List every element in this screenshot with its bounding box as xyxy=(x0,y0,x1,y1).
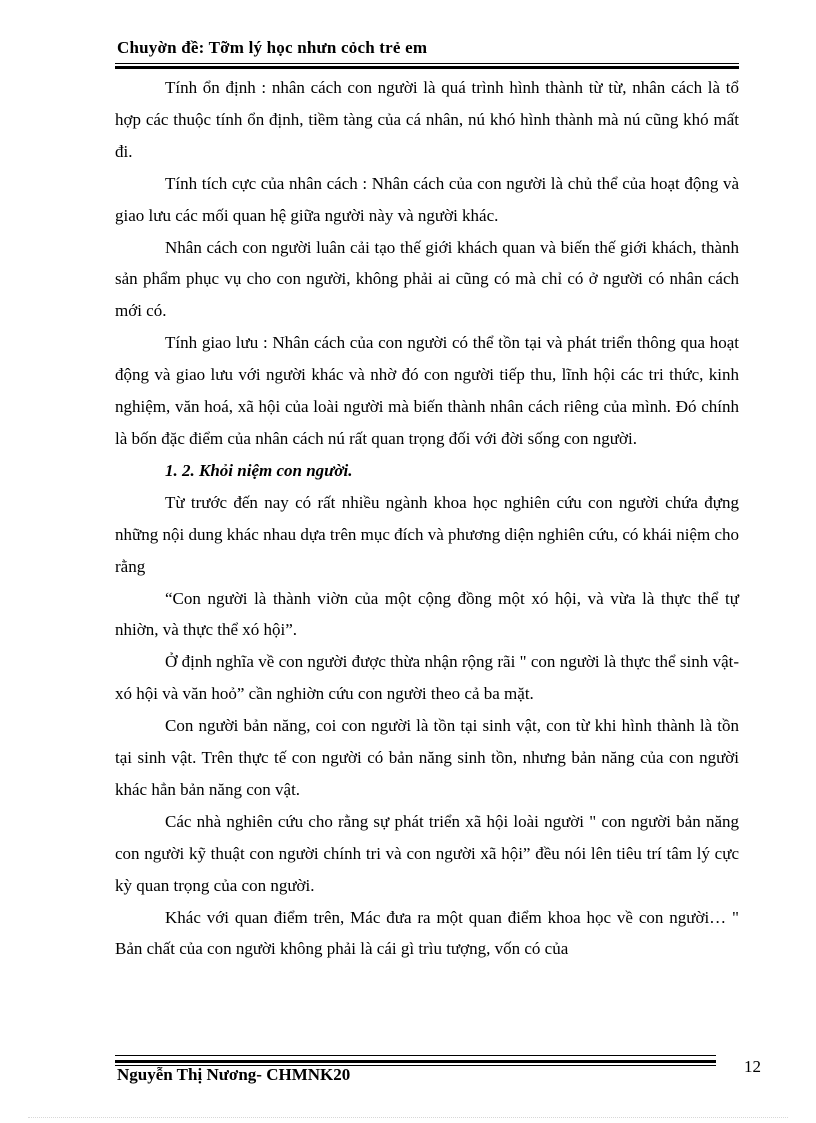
document-body xyxy=(115,72,739,965)
page-bottom-dotted-border xyxy=(28,1117,788,1118)
footer-rule-thick xyxy=(115,1060,716,1063)
paragraph: Các nhà nghiên cứu cho rằng sự phát triển xã hội loài người " con người bản năng con người kỹ thuật con người chính tri và con người xã hội” đều nói lên tiêu trí tâm lý cực kỳ quan trọng của con người. xyxy=(115,811,739,895)
paragraph: Tính tích cực của nhân cách : Nhân cách của con người là chủ thể của hoạt động và giao lưu các mối quan hệ giữa người này và người khác. xyxy=(115,173,739,225)
paragraph: Ở định nghĩa về con người được thừa nhận rộng rãi " con người là thực thể sinh vật- xó hội và văn hoỏ” cần nghiờn cứu con người theo cả ba mặt. xyxy=(115,652,739,704)
section-heading: 1. 2. Khỏi niệm con người. xyxy=(165,460,353,480)
footer-author: Nguyễn Thị Nương- CHMNK20 xyxy=(117,1065,351,1084)
page-header-title: Chuyờn đề: Tỡm lý học nhưn cỏch trẻ em xyxy=(117,38,428,57)
header-rule-thin xyxy=(115,63,739,64)
paragraph: Tính giao lưu : Nhân cách của con người có thể tồn tại và phát triển thông qua hoạt động và giao lưu với người khác và nhờ đó con người tiếp thu, lĩnh hội các tri thức, kinh nghiệm, văn hoá, xã hội của loài người mà biến thành nhân cách riêng của mình. Đó chính là bốn đặc điểm của nhân cách nú rất quan trọng đối với đời sống con người. xyxy=(115,333,739,448)
footer-rule-top xyxy=(115,1055,716,1056)
paragraph: Nhân cách con người luân cải tạo thế giới khách quan và biến thế giới khách, thành sản phẩm phục vụ cho con người, không phải ai cũng có mà chỉ có ở người có nhân cách mới có. xyxy=(115,237,739,321)
paragraph: “Con người là thành viờn của một cộng đồng một xó hội, và vừa là thực thể tự nhiờn, và thực thể xó hội”. xyxy=(115,588,739,640)
paragraph: Khác với quan điểm trên, Mác đưa ra một quan điểm khoa học về con người… " Bản chất của con người không phải là cái gì trìu tượng, vốn có của xyxy=(115,907,739,959)
paragraph: Con người bản năng, coi con người là tồn tại sinh vật, con từ khi hình thành là tồn tại sinh vật. Trên thực tế con người có bản năng sinh tồn, nhưng bản năng của con người khác hẳn bản năng con vật. xyxy=(115,716,739,799)
page-number: 12 xyxy=(744,1057,761,1076)
paragraph: Từ trước đến nay có rất nhiều ngành khoa học nghiên cứu con người chứa đựng những nội dung khác nhau dựa trên mục đích và phương diện nghiên cứu, có khái niệm cho rằng xyxy=(115,492,739,576)
paragraph: Tính ổn định : nhân cách con người là quá trình hình thành từ từ, nhân cách là tổ hợp các thuộc tính ổn định, tiềm tàng của cá nhân, nú khó hình thành mà nú cũng khó mất đi. xyxy=(115,78,739,161)
header-rule-thick xyxy=(115,66,739,69)
